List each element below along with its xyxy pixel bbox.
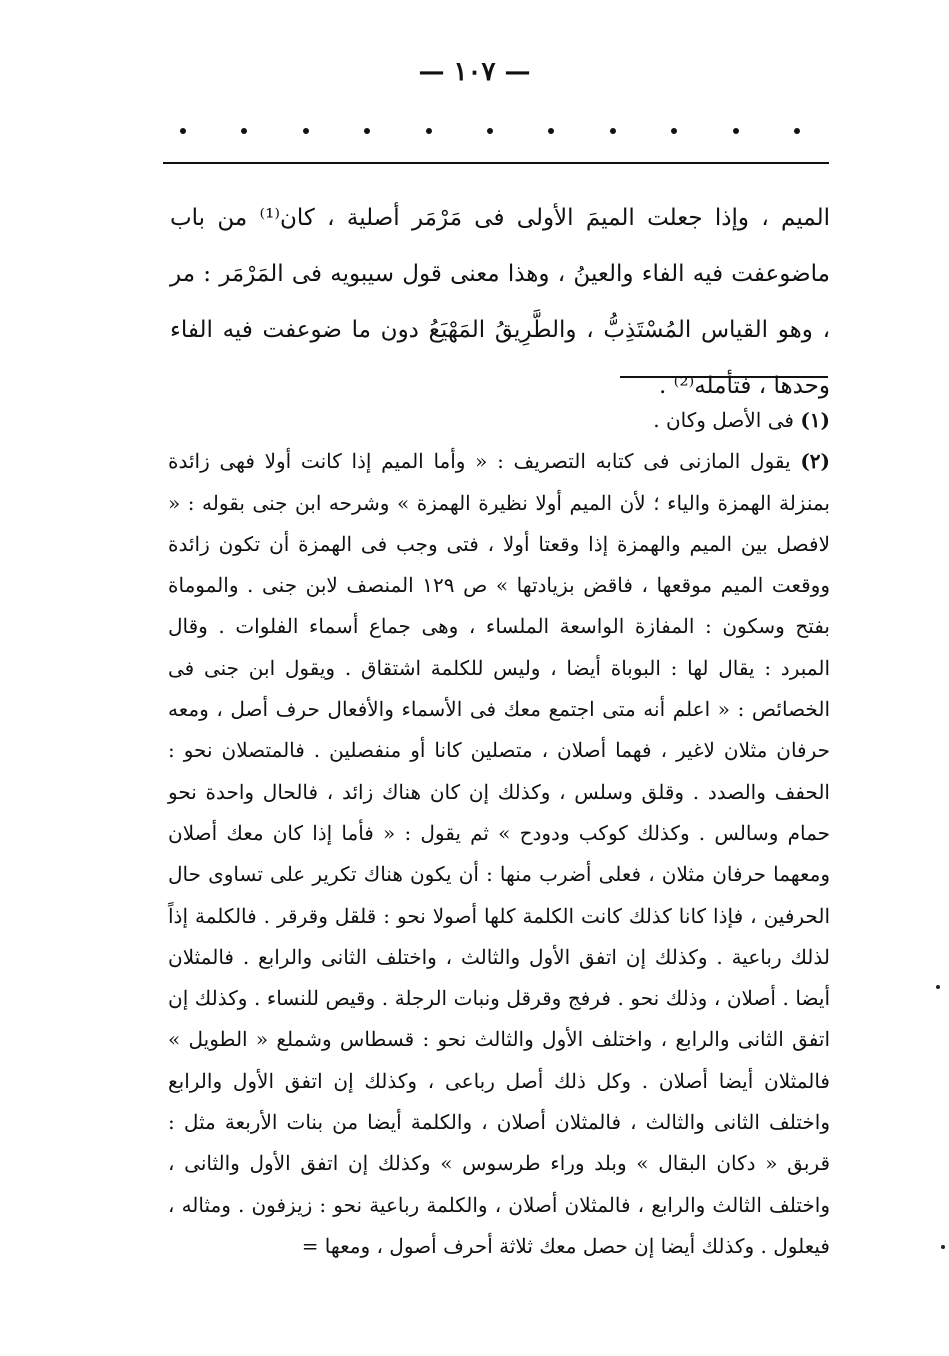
ornament-dot (733, 128, 739, 134)
margin-mark (936, 985, 940, 989)
page-number: — ١٠٧ — (418, 57, 531, 87)
ornament-dot (241, 128, 247, 134)
ornament-dot (671, 128, 677, 134)
main-paragraph: الميم ، وإذا جعلت الميمَ الأولى فى مَرْمَر أصلية ، كان⁽¹⁾ من باب ماضوعفت فيه الفاء والعينُ ، وهذا معنى قول سيبويه فى المَرْمَر : مر ، وهو القياس المُسْتَذِبُّ ، والطَّرِيقُ المَهْيَعُ دون ما ضوعفت فيه الفاء وحدها ، فتأمله⁽²⁾ . (170, 205, 830, 399)
ornament-dot (180, 128, 186, 134)
footnote-1 (168, 400, 830, 441)
ornament-dot (364, 128, 370, 134)
footnote-label: (٢) (800, 449, 830, 474)
footnote-2 (168, 441, 830, 1267)
footnote-label: (١) (800, 408, 830, 432)
header-rule (163, 162, 829, 164)
footnote-separator (620, 376, 828, 378)
ornament-dot (426, 128, 432, 134)
ornament-dot-row (180, 116, 800, 146)
ornament-dot (487, 128, 493, 134)
ornament-dot (794, 128, 800, 134)
ornament-dot (303, 128, 309, 134)
footnote-text: فى الأصل وكان . (653, 408, 794, 432)
margin-mark (941, 1245, 945, 1249)
main-text-block (170, 190, 830, 414)
footnote-text: يقول المازنى فى كتابه التصريف : « وأما الميم إذا كانت أولا فهى زائدة بمنزلة الهمزة والياء ؛ لأن الميم أولا نظيرة الهمزة » وشرحه ابن جنى بقوله : « لافصل بين الميم والهمزة إذا وقعتا أولا ، فتى وجب فى الهمزة أن تكون زائدة ووقعت الميم موقعها ، فاقض بزيادتها » ص ١٢٩ المنصف لابن جنى . والموماة بفتح وسكون : المفازة الواسعة الملساء ، وهى جماع أسماء الفلوات . وقال المبرد : يقال لها : البوباة أيضا ، وليس للكلمة اشتقاق . ويقول ابن جنى فى الخصائص : « اعلم أنه متى اجتمع معك فى الأسماء والأفعال حرف أصل ، ومعه حرفان مثلان لاغير ، فهما أصلان ، متصلين كانا أو منفصلين . فالمتصلان نحو : الحفف والصدد . وقلق وسلس ، وكذلك إن كان هناك زائد ، فالحال واحدة نحو حمام وسالس . وكذلك كوكب ودودح » ثم يقول : « فأما إذا كان معك أصلان ومعهما حرفان مثلان ، فعلى أضرب منها : أن يكون هناك تكرير على تساوى حال الحرفين ، فإذا كانا كذلك كانت الكلمة كلها أصولا نحو : قلقل وقرقر . فالكلمة إذاً لذلك رباعية . وكذلك إن اتفق الأول والثالث ، واختلف الثانى والرابع . فالمثلان أيضا . أصلان ، وذلك نحو . فرفج وقرقل ونبات الرجلة . وقيص للنساء . وكذلك إن اتفق الثانى والرابع ، واختلف الأول والثالث نحو : قسطاس وشملع « الطويل » فالمثلان أيضا أصلان . وكل ذلك أصل رباعى ، وكذلك إن اتفق الأول والرابع واختلف الثانى والثالث ، فالمثلان أصلان ، والكلمة أيضا من بنات الأربعة مثل : قربق « دكان البقال » وبلد وراء طرسوس » وكذلك إن اتفق الأول والثانى ، واختلف الثالث والرابع ، فالمثلان أصلان ، والكلمة رباعية نحو : زيزفون . ومثاله ، فيعلول . وكذلك أيضا إن حصل معك ثلاثة أحرف أصول ، ومعها = (168, 449, 830, 1258)
footnotes-block (168, 400, 830, 1267)
ornament-dot (548, 128, 554, 134)
ornament-dot (610, 128, 616, 134)
